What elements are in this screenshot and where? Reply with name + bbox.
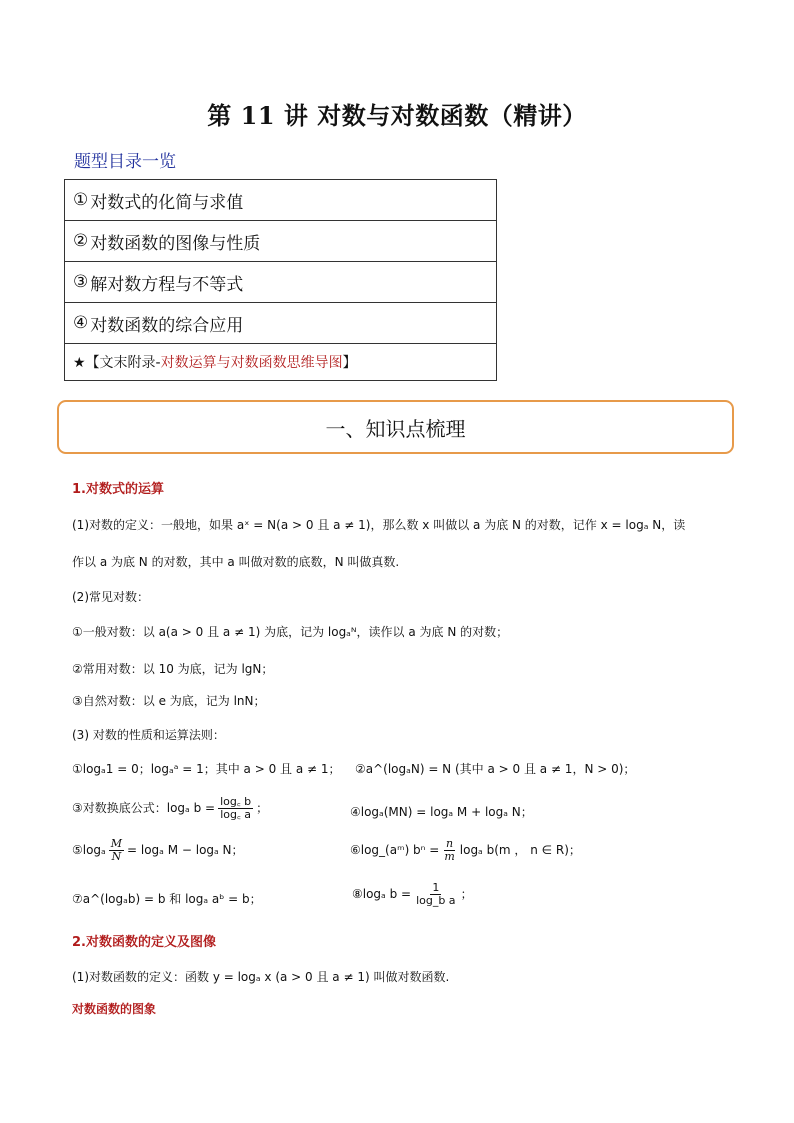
fraction-denominator: N xyxy=(111,850,122,864)
toc-appendix-title: 对数运算与对数函数思维导图 xyxy=(160,355,343,371)
rule-3-fraction xyxy=(218,796,253,821)
log-function-definition: (1)对数函数的定义：函数 y = logₐ x (a > 0 且 a ≠ 1) 叫做对数函数. xyxy=(72,970,450,984)
subsection-heading-2: 2.对数函数的定义及图像 xyxy=(72,935,216,950)
definition-line-1: (1)对数的定义：一般地，如果 aˣ = N(a > 0 且 a ≠ 1)，那么数 x 叫做以 a 为底 N 的对数，记作 x = logₐ N，读 xyxy=(72,518,686,532)
rule-3-prefix: ③对数换底公式：logₐ b = xyxy=(72,801,216,816)
toc-appendix-prefix: ★【文末附录- xyxy=(73,355,161,371)
toc-table xyxy=(64,179,497,381)
rule-5 xyxy=(72,838,244,863)
section-banner xyxy=(57,400,734,454)
definition-line-2: 作以 a 为底 N 的对数，其中 a 叫做对数的底数，N 叫做真数. xyxy=(72,555,400,569)
rule-6 xyxy=(350,838,581,863)
subsection-heading-1: 1.对数式的运算 xyxy=(72,482,164,497)
rule-8 xyxy=(352,882,473,907)
rule-2: ②a^(logₐN) = N (其中 a > 0 且 a ≠ 1，N > 0)； xyxy=(355,762,636,776)
common-logs-heading: (2)常见对数： xyxy=(72,590,149,604)
toc-item[interactable] xyxy=(65,180,496,221)
toc-appendix-suffix: 】 xyxy=(342,355,357,371)
rules-heading: (3) 对数的性质和运算法则： xyxy=(72,728,225,742)
fraction-numerator: n xyxy=(446,837,454,850)
rule-5-suffix: = logₐ M − logₐ N； xyxy=(127,843,244,858)
rule-3-suffix: ； xyxy=(256,801,269,816)
log-function-graph-heading: 对数函数的图象 xyxy=(72,1002,157,1016)
rule-5-prefix: ⑤logₐ xyxy=(72,843,106,858)
common-log-1: ①一般对数：以 a(a > 0 且 a ≠ 1) 为底，记为 logₐᴺ，读作以 a 为底 N 的对数； xyxy=(72,625,509,639)
toc-item-label: 对数函数的图像与性质 xyxy=(90,233,261,254)
common-log-3: ③自然对数：以 e 为底，记为 lnN； xyxy=(72,694,266,708)
toc-item-number: ① xyxy=(73,190,89,210)
fraction-denominator: m xyxy=(444,850,455,864)
toc-item[interactable] xyxy=(65,303,496,344)
toc-item-label: 解对数方程与不等式 xyxy=(90,274,244,295)
fraction-numerator: log꜀ b xyxy=(220,795,252,808)
toc-item[interactable] xyxy=(65,262,496,303)
rule-6-suffix: logₐ b(m ， n ∈ R)； xyxy=(459,843,581,858)
rule-5-fraction xyxy=(109,838,124,863)
rule-3 xyxy=(72,796,268,821)
rule-4: ④logₐ(MN) = logₐ M + logₐ N； xyxy=(350,805,533,819)
rule-8-fraction xyxy=(414,882,458,907)
toc-appendix-link[interactable] xyxy=(65,344,496,380)
fraction-denominator: log꜀ a xyxy=(220,808,251,822)
rule-6-fraction xyxy=(442,838,456,863)
toc-item-label: 对数函数的综合应用 xyxy=(90,315,244,336)
rule-7: ⑦a^(logₐb) = b 和 logₐ aᵇ = b； xyxy=(72,892,262,906)
toc-item-label: 对数式的化简与求值 xyxy=(90,192,244,213)
fraction-denominator: log_b a xyxy=(416,894,456,908)
fraction-numerator: 1 xyxy=(432,881,440,894)
toc-item[interactable] xyxy=(65,221,496,262)
rule-6-prefix: ⑥log_(aᵐ) bⁿ = xyxy=(350,843,440,858)
rule-1: ①logₐ1 = 0；logₐᵃ = 1；其中 a > 0 且 a ≠ 1； xyxy=(72,762,341,776)
toc-heading: 题型目录一览 xyxy=(74,152,176,172)
rule-8-suffix: ； xyxy=(460,887,473,902)
fraction-numerator: M xyxy=(110,837,123,850)
toc-item-number: ② xyxy=(73,231,89,251)
common-log-2: ②常用对数：以 10 为底，记为 lgN； xyxy=(72,662,274,676)
page-title: 第 11 讲 对数与对数函数（精讲） xyxy=(207,101,587,130)
section-title: 一、知识点梳理 xyxy=(325,416,466,441)
toc-item-number: ④ xyxy=(73,313,89,333)
rule-8-prefix: ⑧logₐ b = xyxy=(352,887,412,902)
toc-item-number: ③ xyxy=(73,272,89,292)
